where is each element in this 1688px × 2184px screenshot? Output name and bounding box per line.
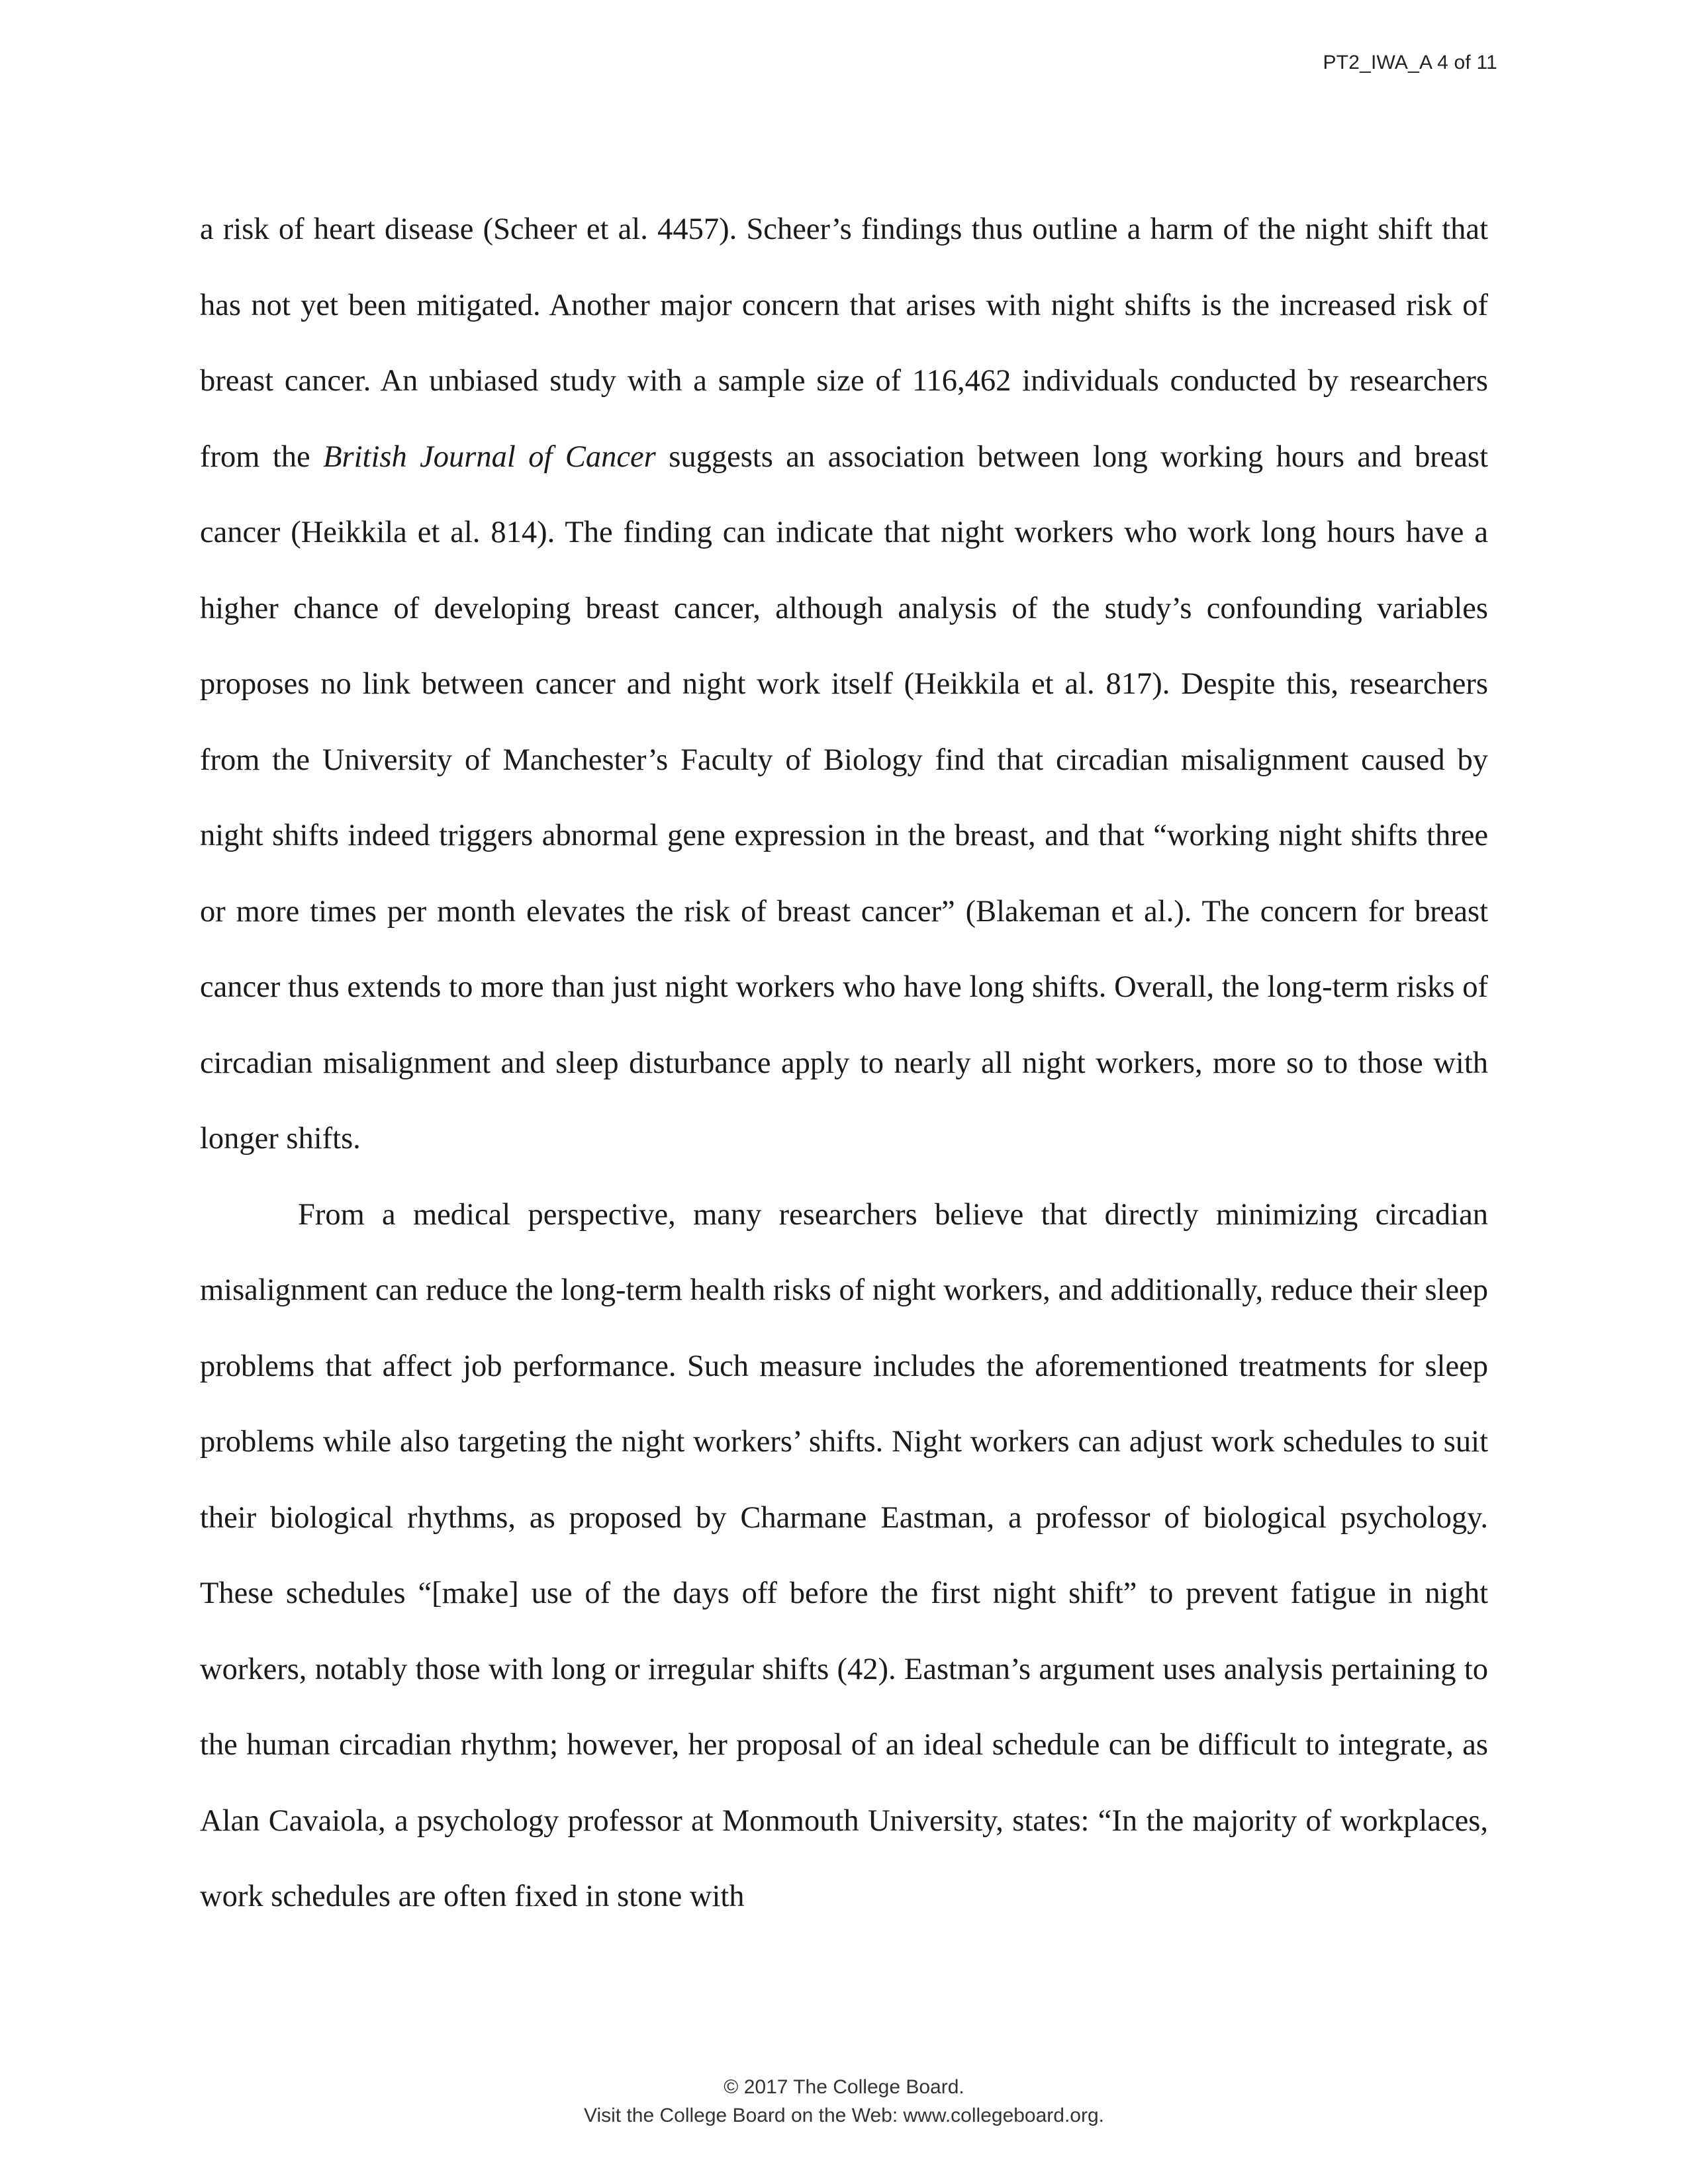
essay-body bbox=[200, 192, 1488, 1935]
paragraph-1 bbox=[200, 192, 1488, 1177]
footer-website: Visit the College Board on the Web: www.collegeboard.org. bbox=[583, 2105, 1105, 2126]
journal-title: British Journal of Cancer bbox=[323, 439, 656, 474]
paragraph-1-text-a: a risk of heart disease (Scheer et al. 4457). Scheer’s findings thus outline a harm of the night shift that has not yet been mitigated. Another major concern that arises with night shifts is the increased risk of breast cancer. An unbiased study with a sample size of 116,462 individuals conducted by researchers from the bbox=[200, 212, 1488, 474]
page-header-label: PT2_IWA_A 4 of 11 bbox=[1323, 52, 1497, 73]
footer-copyright: © 2017 The College Board. bbox=[724, 2076, 964, 2098]
paragraph-1-text-b: suggests an association between long working hours and breast cancer (Heikkila et al. 814). The finding can indicate that night workers who work long hours have a higher chance of developing breast cancer, although analysis of the study’s confounding variables proposes no link between cancer and night work itself (Heikkila et al. 817). Despite this, researchers from the University of Manchester’s Faculty of Biology find that circadian misalignment caused by night shifts indeed triggers abnormal gene expression in the breast, and that “working night shifts three or more times per month elevates the risk of breast cancer” (Blakeman et al.). The concern for breast cancer thus extends to more than just night workers who have long shifts. Overall, the long-term risks of circadian misalignment and sleep disturbance apply to nearly all night workers, more so to those with longer shifts. bbox=[200, 439, 1488, 1156]
paragraph-2: From a medical perspective, many researchers believe that directly minimizing circadian misalignment can reduce the long-term health risks of night workers, and additionally, reduce their sleep problems that affect job performance. Such measure includes the aforementioned treatments for sleep problems while also targeting the night workers’ shifts. Night workers can adjust work schedules to suit their biological rhythms, as proposed by Charmane Eastman, a professor of biological psychology. These schedules “[make] use of the days off before the first night shift” to prevent fatigue in night workers, notably those with long or irregular shifts (42). Eastman’s argument uses analysis pertaining to the human circadian rhythm; however, her proposal of an ideal schedule can be difficult to integrate, as Alan Cavaiola, a psychology professor at Monmouth University, states: “In the majority of workplaces, work schedules are often fixed in stone with bbox=[200, 1197, 1488, 1913]
